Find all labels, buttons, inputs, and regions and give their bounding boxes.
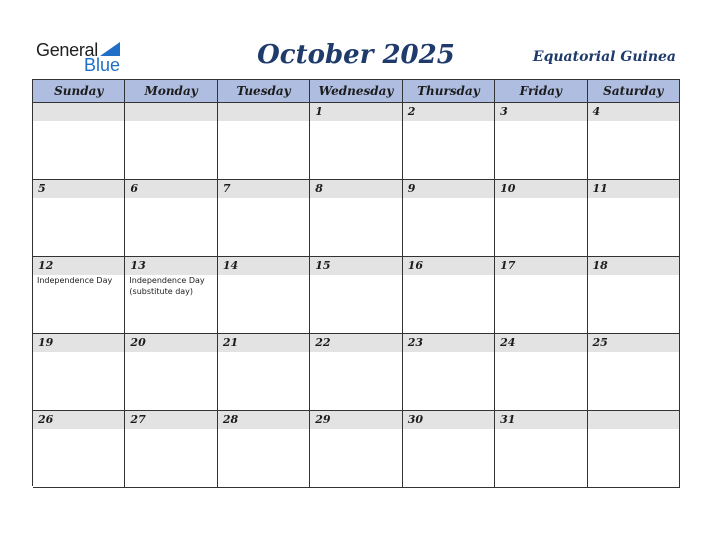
day-number: 24 xyxy=(500,336,516,349)
day-number-bar xyxy=(588,411,679,429)
day-number-bar xyxy=(125,411,216,429)
day-cell[interactable] xyxy=(125,411,217,488)
day-number: 26 xyxy=(38,413,54,426)
day-number-bar xyxy=(310,103,401,121)
day-number-bar xyxy=(33,180,124,198)
day-number: 28 xyxy=(222,413,239,426)
day-cell[interactable] xyxy=(495,411,587,488)
day-number: 6 xyxy=(130,182,139,195)
week-row xyxy=(33,103,680,180)
day-number: 10 xyxy=(500,182,516,195)
day-number: 17 xyxy=(500,259,516,272)
weekday-monday: Monday xyxy=(125,80,217,103)
day-number: 15 xyxy=(315,259,331,272)
weekday-wednesday: Wednesday xyxy=(310,80,402,103)
week-row xyxy=(33,180,680,257)
day-cell[interactable] xyxy=(403,257,495,334)
day-number-bar xyxy=(403,334,494,352)
week-row xyxy=(33,257,680,334)
day-cell[interactable] xyxy=(218,411,310,488)
day-cell[interactable] xyxy=(218,334,310,411)
day-cell[interactable] xyxy=(495,334,587,411)
day-number: 3 xyxy=(500,105,508,118)
weekday-tuesday: Tuesday xyxy=(218,80,310,103)
day-cell[interactable] xyxy=(33,257,125,334)
logo-blue-text: Blue xyxy=(84,55,121,75)
day-number-bar xyxy=(125,257,216,275)
week-row xyxy=(33,411,680,488)
day-cell[interactable] xyxy=(310,103,402,180)
day-number-bar xyxy=(495,334,586,352)
day-number-bar xyxy=(125,103,216,121)
day-number-bar xyxy=(495,411,586,429)
day-cell[interactable] xyxy=(33,180,125,257)
day-cell[interactable] xyxy=(33,103,125,180)
day-number: 9 xyxy=(407,182,416,195)
day-cell[interactable] xyxy=(218,257,310,334)
day-cell[interactable] xyxy=(495,180,587,257)
day-cell[interactable] xyxy=(403,411,495,488)
day-number-bar xyxy=(588,180,679,198)
weeks-container xyxy=(33,103,680,488)
day-cell[interactable] xyxy=(310,411,402,488)
day-number-bar xyxy=(310,334,401,352)
day-number: 4 xyxy=(592,105,601,118)
day-number-bar xyxy=(495,103,586,121)
day-cell[interactable] xyxy=(310,257,402,334)
week-row xyxy=(33,334,680,411)
day-number: 16 xyxy=(407,259,423,272)
day-cell[interactable] xyxy=(125,334,217,411)
day-number-bar xyxy=(218,103,309,121)
weekday-thursday: Thursday xyxy=(403,80,495,103)
day-number: 21 xyxy=(222,336,239,349)
day-cell[interactable] xyxy=(310,334,402,411)
day-number: 11 xyxy=(592,182,608,195)
day-cell[interactable] xyxy=(495,103,587,180)
day-number-bar xyxy=(310,180,401,198)
day-number: 2 xyxy=(407,105,416,118)
day-cell[interactable] xyxy=(33,411,125,488)
day-number: 27 xyxy=(130,413,146,426)
day-number-bar xyxy=(218,334,309,352)
day-cell[interactable] xyxy=(588,334,680,411)
day-number-bar xyxy=(495,180,586,198)
day-number: 8 xyxy=(315,182,323,195)
day-number: 30 xyxy=(407,413,423,426)
day-cell[interactable] xyxy=(588,103,680,180)
day-number: 22 xyxy=(315,336,331,349)
logo-general-text: General xyxy=(36,40,98,60)
day-number-bar xyxy=(495,257,586,275)
day-number: 13 xyxy=(130,259,146,272)
day-number-bar xyxy=(588,334,679,352)
calendar-grid xyxy=(32,79,680,486)
day-number: 5 xyxy=(38,182,46,195)
holiday-label: Independence Day (substitute day) xyxy=(129,276,205,296)
day-cell[interactable] xyxy=(125,103,217,180)
day-cell[interactable] xyxy=(403,180,495,257)
day-number-bar xyxy=(218,180,309,198)
day-number: 25 xyxy=(592,336,608,349)
day-cell[interactable] xyxy=(588,180,680,257)
day-number: 23 xyxy=(407,336,423,349)
day-cell[interactable] xyxy=(125,180,217,257)
day-number-bar xyxy=(33,334,124,352)
day-number-bar xyxy=(125,180,216,198)
weekday-friday: Friday xyxy=(495,80,587,103)
day-number-bar xyxy=(33,257,124,275)
day-number-bar xyxy=(588,257,679,275)
day-cell[interactable] xyxy=(218,103,310,180)
day-number-bar xyxy=(403,103,494,121)
calendar-title: October 2025 xyxy=(257,40,455,70)
holiday-label: Independence Day xyxy=(37,276,113,285)
day-number-bar xyxy=(403,257,494,275)
day-number: 1 xyxy=(315,105,323,118)
day-cell[interactable] xyxy=(588,411,680,488)
day-cell[interactable] xyxy=(495,257,587,334)
day-number: 29 xyxy=(315,413,331,426)
day-cell[interactable] xyxy=(310,180,402,257)
day-number: 19 xyxy=(38,336,54,349)
day-number: 20 xyxy=(130,336,146,349)
day-number: 12 xyxy=(38,259,54,272)
day-number-bar xyxy=(310,411,401,429)
day-number-bar xyxy=(33,411,124,429)
day-number-bar xyxy=(403,411,494,429)
day-number: 14 xyxy=(222,259,239,272)
day-number-bar xyxy=(310,257,401,275)
country-name: Equatorial Guinea xyxy=(532,49,676,65)
day-cell[interactable] xyxy=(125,257,217,334)
weekday-sunday: Sunday xyxy=(33,80,125,103)
day-number-bar xyxy=(403,180,494,198)
weekday-saturday: Saturday xyxy=(588,80,680,103)
day-cell[interactable] xyxy=(403,103,495,180)
day-cell[interactable] xyxy=(33,334,125,411)
day-number-bar xyxy=(588,103,679,121)
day-number-bar xyxy=(125,334,216,352)
day-number-bar xyxy=(218,411,309,429)
day-cell[interactable] xyxy=(218,180,310,257)
day-cell[interactable] xyxy=(403,334,495,411)
day-number-bar xyxy=(33,103,124,121)
day-number: 7 xyxy=(222,182,231,195)
day-number-bar xyxy=(218,257,309,275)
day-number: 31 xyxy=(500,413,516,426)
weekday-header-row xyxy=(33,80,680,103)
day-number: 18 xyxy=(592,259,608,272)
day-cell[interactable] xyxy=(588,257,680,334)
